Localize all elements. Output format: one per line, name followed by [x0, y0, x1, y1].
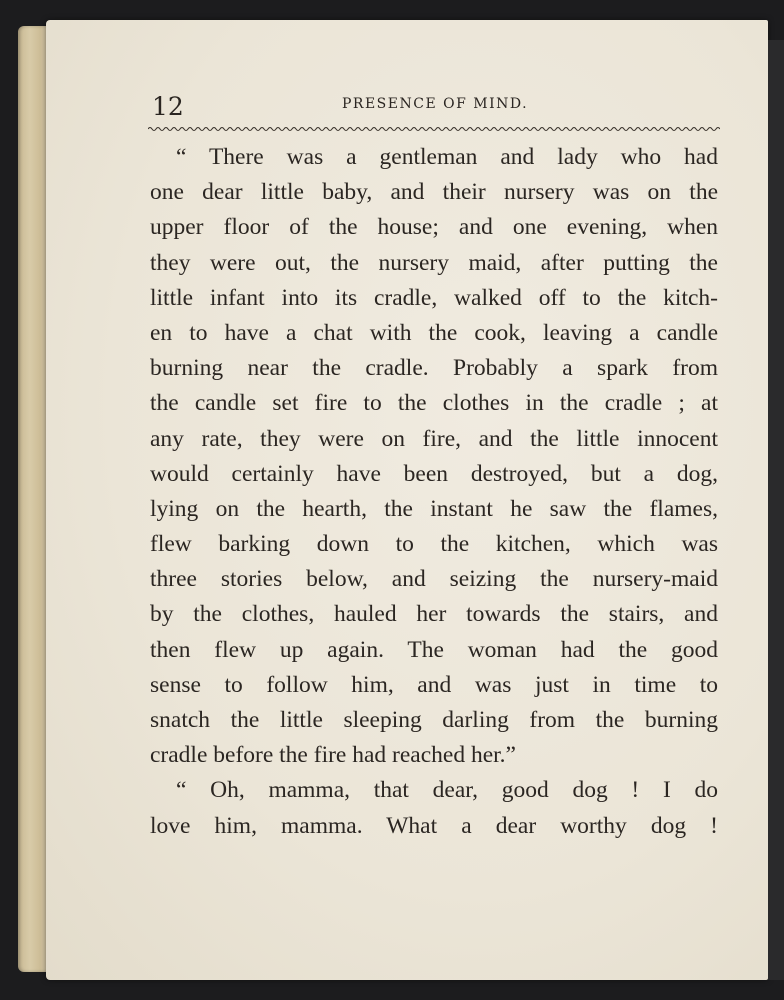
text-line: snatch the little sleeping darling from the burning [150, 707, 718, 733]
text-line: cradle before the fire had reached her.” [150, 742, 516, 769]
body-text [150, 140, 718, 844]
text-line: sense to follow him, and was just in time to [150, 671, 718, 698]
text-line: en to have a chat with the cook, leaving a candle [150, 319, 718, 346]
text-line: any rate, they were on fire, and the little innocent [150, 425, 718, 452]
running-head: PRESENCE OF MIND. [342, 96, 529, 112]
page-number: 12 [152, 92, 184, 121]
text-line: upper floor of the house; and one evening, when [150, 214, 718, 241]
text-line: love him, mamma. What a dear worthy dog ! [150, 812, 718, 839]
text-line: “ There was a gentleman and lady who had [176, 144, 718, 170]
text-line: by the clothes, hauled her towards the stairs, and [150, 601, 718, 628]
text-line: one dear little baby, and their nursery was on the [150, 179, 718, 206]
text-line: burning near the cradle. Probably a spark from [150, 355, 718, 382]
text-line: would certainly have been destroyed, but a dog, [150, 460, 718, 487]
text-line: lying on the hearth, the instant he saw the flames, [150, 495, 718, 522]
text-line: little infant into its cradle, walked off to the kitch- [150, 284, 718, 311]
text-line: three stories below, and seizing the nursery-maid [150, 566, 718, 593]
text-line: the candle set fire to the clothes in the cradle ; at [150, 390, 718, 417]
wavy-rule [148, 126, 720, 132]
right-page-edge [768, 40, 784, 980]
page-header [152, 90, 720, 124]
text-line: “ Oh, mamma, that dear, good dog ! I do [176, 777, 718, 804]
text-line: then flew up again. The woman had the good [150, 636, 718, 663]
text-line: they were out, the nursery maid, after putting the [150, 249, 718, 276]
text-line: flew barking down to the kitchen, which was [150, 531, 718, 558]
